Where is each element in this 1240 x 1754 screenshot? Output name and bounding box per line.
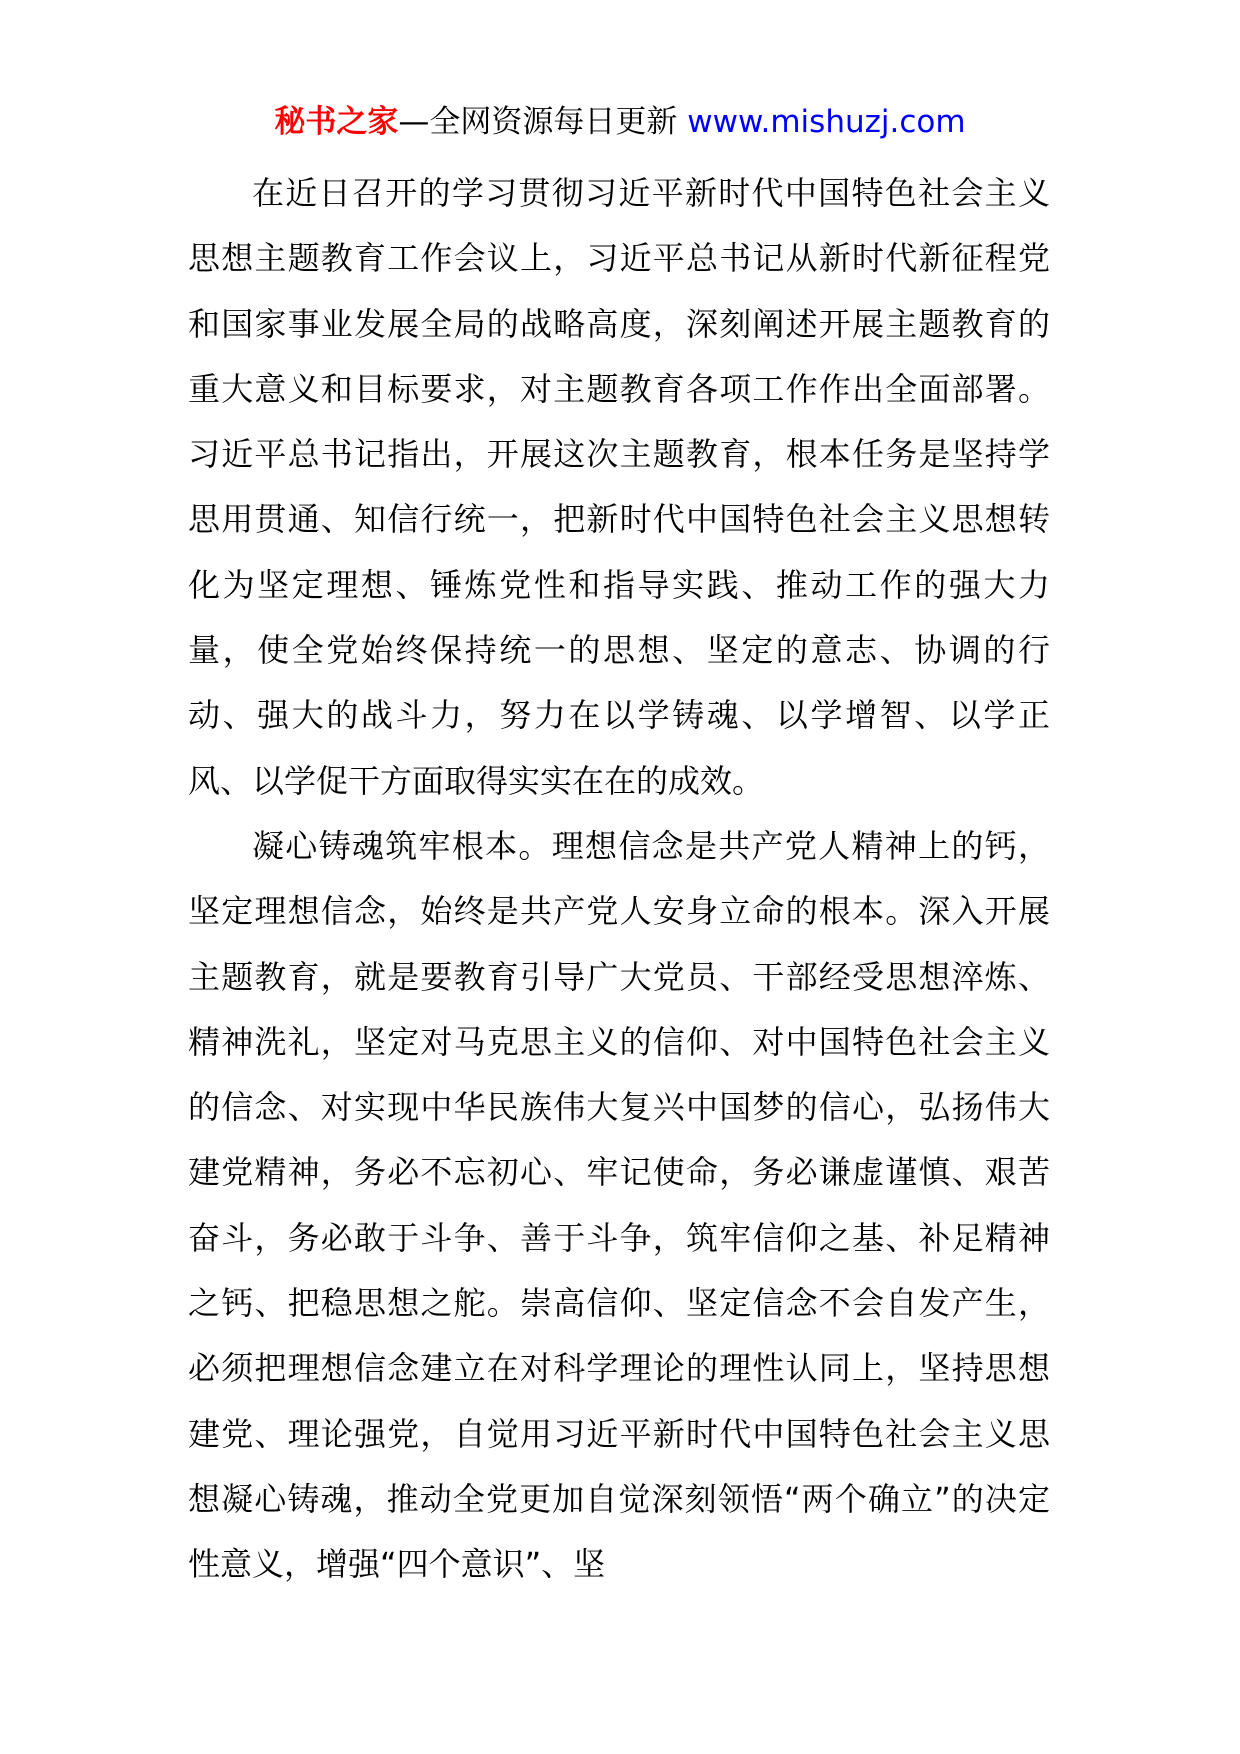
- header-slogan: —全网资源每日更新: [398, 104, 678, 140]
- document-body: [188, 161, 1050, 1598]
- watermark-header: [0, 100, 1240, 144]
- paragraph-ningxin: 凝心铸魂筑牢根本。理想信念是共产党人精神上的钙，坚定理想信念，始终是共产党人安身立命的根本。深入开展主题教育，就是要教育引导广大党员、干部经受思想淬炼、精神洗礼，坚定对马克思主义的信仰、对中国特色社会主义的信念、对实现中华民族伟大复兴中国梦的信心，弘扬伟大建党精神，务必不忘初心、牢记使命，务必谦虚谨慎、艰苦奋斗，务必敢于斗争、善于斗争，筑牢信仰之基、补足精神之钙、把稳思想之舵。崇高信仰、坚定信念不会自发产生，必须把理想信念建立在对科学理论的理性认同上，坚持思想建党、理论强党，自觉用习近平新时代中国特色社会主义思想凝心铸魂，推动全党更加自觉深刻领悟“两个确立”的决定性意义，增强“四个意识”、坚: [188, 826, 1050, 1584]
- site-url-link[interactable]: www.mishuzj.com: [687, 104, 966, 140]
- brand-name: 秘书之家: [274, 104, 399, 140]
- paragraph-intro: 在近日召开的学习贯彻习近平新时代中国特色社会主义思想主题教育工作会议上，习近平总书记从新时代新征程党和国家事业发展全局的战略高度，深刻阐述开展主题教育的重大意义和目标要求，对主题教育各项工作作出全面部署。习近平总书记指出，开展这次主题教育，根本任务是坚持学思用贯通、知信行统一，把新时代中国特色社会主义思想转化为坚定理想、锤炼党性和指导实践、推动工作的强大力量，使全党始终保持统一的思想、坚定的意志、协调的行动、强大的战斗力，努力在以学铸魂、以学增智、以学正风、以学促干方面取得实实在在的成效。: [188, 174, 1050, 800]
